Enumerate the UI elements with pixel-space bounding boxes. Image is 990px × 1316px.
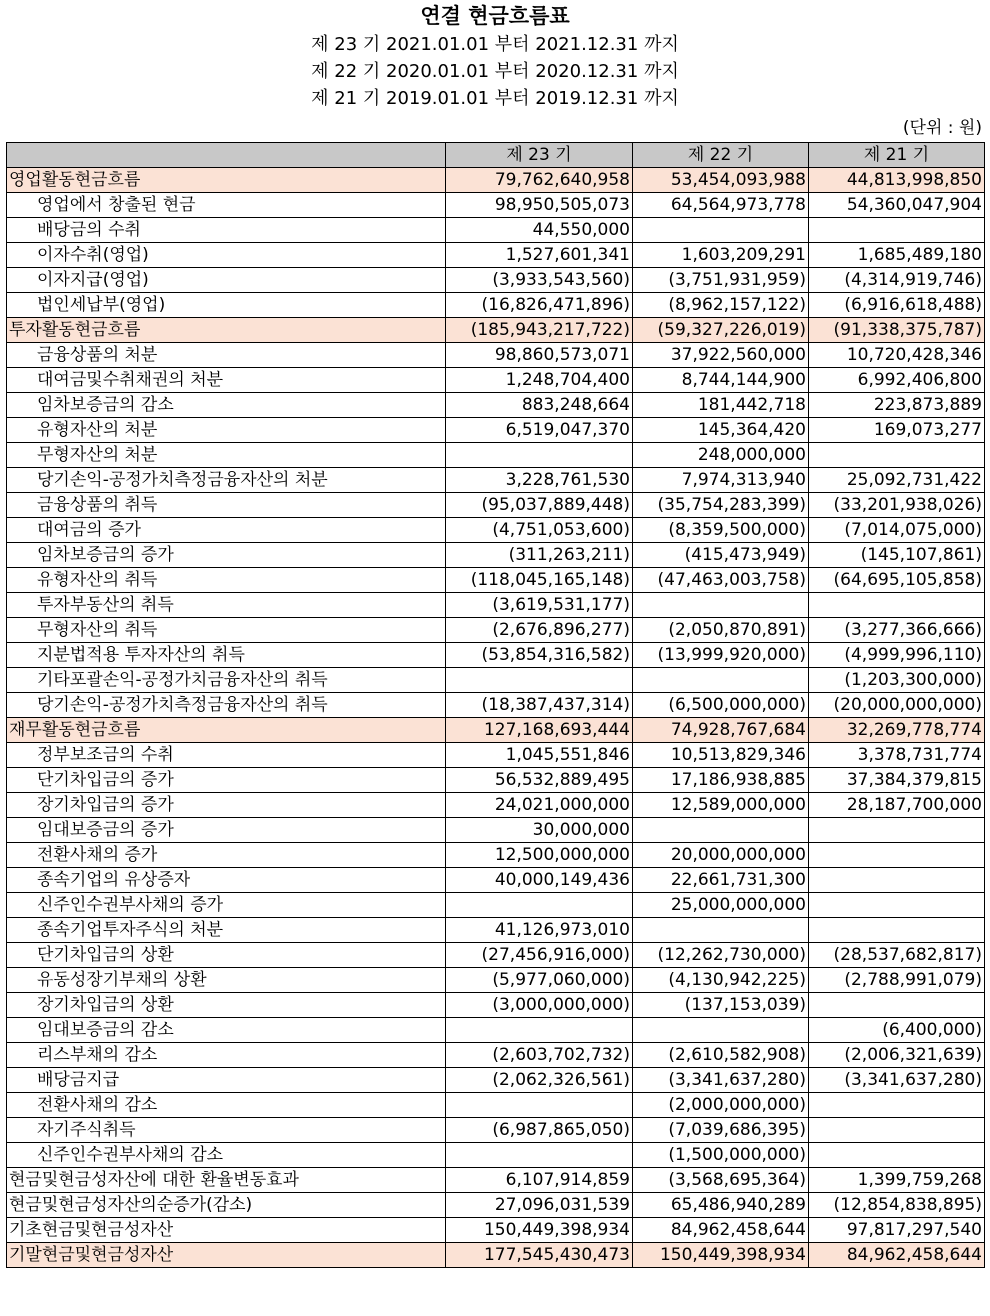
value-period-22: (137,153,039) — [633, 993, 809, 1018]
value-period-21: (3,277,366,666) — [809, 618, 985, 643]
value-period-22: 150,449,398,934 — [633, 1243, 809, 1268]
value-period-23: 127,168,693,444 — [446, 718, 633, 743]
row-label: 종속기업의 유상증자 — [7, 868, 446, 893]
table-row — [7, 1143, 985, 1168]
value-period-21 — [809, 843, 985, 868]
value-period-23: (2,603,702,732) — [446, 1043, 633, 1068]
value-period-21: (6,400,000) — [809, 1018, 985, 1043]
value-period-21 — [809, 993, 985, 1018]
value-period-22: 12,589,000,000 — [633, 793, 809, 818]
value-period-21 — [809, 218, 985, 243]
value-period-22: 53,454,093,988 — [633, 168, 809, 193]
value-period-21: 84,962,458,644 — [809, 1243, 985, 1268]
value-period-22: (4,130,942,225) — [633, 968, 809, 993]
row-label: 장기차입금의 상환 — [7, 993, 446, 1018]
table-row — [7, 1193, 985, 1218]
value-period-23: 1,527,601,341 — [446, 243, 633, 268]
value-period-23: (5,977,060,000) — [446, 968, 633, 993]
value-period-21: 32,269,778,774 — [809, 718, 985, 743]
row-label: 유형자산의 처분 — [7, 418, 446, 443]
value-period-21: 3,378,731,774 — [809, 743, 985, 768]
table-row — [7, 843, 985, 868]
table-row — [7, 293, 985, 318]
value-period-23: 883,248,664 — [446, 393, 633, 418]
row-label: 영업활동현금흐름 — [7, 168, 446, 193]
row-label: 기말현금및현금성자산 — [7, 1243, 446, 1268]
value-period-22: 22,661,731,300 — [633, 868, 809, 893]
value-period-23: (4,751,053,600) — [446, 518, 633, 543]
value-period-21: (1,203,300,000) — [809, 668, 985, 693]
value-period-22 — [633, 218, 809, 243]
value-period-21: (28,537,682,817) — [809, 943, 985, 968]
row-label: 신주인수권부사채의 감소 — [7, 1143, 446, 1168]
table-row — [7, 818, 985, 843]
row-label: 임대보증금의 감소 — [7, 1018, 446, 1043]
row-label: 이자지급(영업) — [7, 268, 446, 293]
value-period-22 — [633, 668, 809, 693]
table-row — [7, 943, 985, 968]
value-period-23: (18,387,437,314) — [446, 693, 633, 718]
value-period-21 — [809, 893, 985, 918]
value-period-23: 1,045,551,846 — [446, 743, 633, 768]
value-period-22: 64,564,973,778 — [633, 193, 809, 218]
value-period-22 — [633, 1018, 809, 1043]
header-period-23: 제 23 기 — [446, 143, 633, 168]
value-period-23: (16,826,471,896) — [446, 293, 633, 318]
value-period-23: (2,062,326,561) — [446, 1068, 633, 1093]
row-label: 법인세납부(영업) — [7, 293, 446, 318]
value-period-22: 10,513,829,346 — [633, 743, 809, 768]
value-period-22: (35,754,283,399) — [633, 493, 809, 518]
value-period-22: (8,962,157,122) — [633, 293, 809, 318]
value-period-21: 54,360,047,904 — [809, 193, 985, 218]
table-row — [7, 1068, 985, 1093]
row-label: 금융상품의 취득 — [7, 493, 446, 518]
table-row — [7, 518, 985, 543]
value-period-22 — [633, 593, 809, 618]
value-period-22: 84,962,458,644 — [633, 1218, 809, 1243]
value-period-23: 56,532,889,495 — [446, 768, 633, 793]
value-period-21: (7,014,075,000) — [809, 518, 985, 543]
row-label: 기타포괄손익-공정가치금융자산의 취득 — [7, 668, 446, 693]
table-row — [7, 968, 985, 993]
header-account — [7, 143, 446, 168]
value-period-22: 7,974,313,940 — [633, 468, 809, 493]
table-row — [7, 1218, 985, 1243]
value-period-22: 74,928,767,684 — [633, 718, 809, 743]
value-period-21 — [809, 1093, 985, 1118]
row-label: 전환사채의 증가 — [7, 843, 446, 868]
value-period-21: 10,720,428,346 — [809, 343, 985, 368]
row-label: 단기차입금의 증가 — [7, 768, 446, 793]
value-period-22: (3,568,695,364) — [633, 1168, 809, 1193]
row-label: 리스부채의 감소 — [7, 1043, 446, 1068]
value-period-21: (64,695,105,858) — [809, 568, 985, 593]
value-period-23: 30,000,000 — [446, 818, 633, 843]
value-period-23: (185,943,217,722) — [446, 318, 633, 343]
value-period-22: (2,000,000,000) — [633, 1093, 809, 1118]
table-row — [7, 1118, 985, 1143]
table-row — [7, 668, 985, 693]
value-period-22: (2,050,870,891) — [633, 618, 809, 643]
row-label: 무형자산의 처분 — [7, 443, 446, 468]
row-label: 자기주식취득 — [7, 1118, 446, 1143]
table-row — [7, 343, 985, 368]
table-row — [7, 418, 985, 443]
row-label: 투자활동현금흐름 — [7, 318, 446, 343]
table-row — [7, 268, 985, 293]
value-period-22: (7,039,686,395) — [633, 1118, 809, 1143]
value-period-21 — [809, 818, 985, 843]
table-row — [7, 543, 985, 568]
value-period-23: 6,519,047,370 — [446, 418, 633, 443]
value-period-22: (415,473,949) — [633, 543, 809, 568]
period-line-23: 제 23 기 2021.01.01 부터 2021.12.31 까지 — [311, 34, 679, 55]
value-period-21: (20,000,000,000) — [809, 693, 985, 718]
value-period-22: 20,000,000,000 — [633, 843, 809, 868]
row-label: 현금및현금성자산에 대한 환율변동효과 — [7, 1168, 446, 1193]
table-row — [7, 368, 985, 393]
period-line-22: 제 22 기 2020.01.01 부터 2020.12.31 까지 — [311, 61, 679, 82]
value-period-22: 8,744,144,900 — [633, 368, 809, 393]
value-period-23: (3,933,543,560) — [446, 268, 633, 293]
value-period-21: 25,092,731,422 — [809, 468, 985, 493]
row-label: 금융상품의 처분 — [7, 343, 446, 368]
cash-flow-table — [6, 142, 985, 1268]
value-period-23 — [446, 668, 633, 693]
value-period-21: (4,999,996,110) — [809, 643, 985, 668]
table-row — [7, 868, 985, 893]
value-period-23: 79,762,640,958 — [446, 168, 633, 193]
row-label: 이자수취(영업) — [7, 243, 446, 268]
value-period-23 — [446, 1143, 633, 1168]
value-period-23: 44,550,000 — [446, 218, 633, 243]
value-period-23: 24,021,000,000 — [446, 793, 633, 818]
row-label: 배당금의 수취 — [7, 218, 446, 243]
row-label: 대여금및수취채권의 처분 — [7, 368, 446, 393]
table-row — [7, 393, 985, 418]
value-period-23: (53,854,316,582) — [446, 643, 633, 668]
table-row — [7, 568, 985, 593]
value-period-21 — [809, 443, 985, 468]
value-period-21: 37,384,379,815 — [809, 768, 985, 793]
table-row — [7, 768, 985, 793]
table-row — [7, 1243, 985, 1268]
value-period-21: 44,813,998,850 — [809, 168, 985, 193]
value-period-22: 145,364,420 — [633, 418, 809, 443]
value-period-22: 65,486,940,289 — [633, 1193, 809, 1218]
table-row — [7, 443, 985, 468]
value-period-23: 41,126,973,010 — [446, 918, 633, 943]
row-label: 전환사채의 감소 — [7, 1093, 446, 1118]
value-period-21: 223,873,889 — [809, 393, 985, 418]
table-row — [7, 1093, 985, 1118]
value-period-22: 25,000,000,000 — [633, 893, 809, 918]
table-row — [7, 643, 985, 668]
value-period-23: 98,950,505,073 — [446, 193, 633, 218]
value-period-22: (6,500,000,000) — [633, 693, 809, 718]
value-period-21: 6,992,406,800 — [809, 368, 985, 393]
value-period-23: 1,248,704,400 — [446, 368, 633, 393]
table-row — [7, 193, 985, 218]
row-label: 지분법적용 투자자산의 취득 — [7, 643, 446, 668]
value-period-21: (91,338,375,787) — [809, 318, 985, 343]
table-row — [7, 918, 985, 943]
value-period-21: 28,187,700,000 — [809, 793, 985, 818]
value-period-22: 37,922,560,000 — [633, 343, 809, 368]
row-label: 무형자산의 취득 — [7, 618, 446, 643]
value-period-23: (118,045,165,148) — [446, 568, 633, 593]
table-row — [7, 493, 985, 518]
table-row — [7, 743, 985, 768]
table-row — [7, 593, 985, 618]
table-row — [7, 318, 985, 343]
value-period-21: 169,073,277 — [809, 418, 985, 443]
value-period-23: (3,619,531,177) — [446, 593, 633, 618]
value-period-22: 17,186,938,885 — [633, 768, 809, 793]
value-period-21 — [809, 1143, 985, 1168]
row-label: 대여금의 증가 — [7, 518, 446, 543]
table-row — [7, 1043, 985, 1068]
table-row — [7, 993, 985, 1018]
value-period-21: (4,314,919,746) — [809, 268, 985, 293]
table-row — [7, 468, 985, 493]
value-period-22: (59,327,226,019) — [633, 318, 809, 343]
row-label: 영업에서 창출된 현금 — [7, 193, 446, 218]
row-label: 기초현금및현금성자산 — [7, 1218, 446, 1243]
row-label: 당기손익-공정가치측정금융자산의 취득 — [7, 693, 446, 718]
row-label: 투자부동산의 취득 — [7, 593, 446, 618]
row-label: 유형자산의 취득 — [7, 568, 446, 593]
value-period-23: (2,676,896,277) — [446, 618, 633, 643]
value-period-21: (12,854,838,895) — [809, 1193, 985, 1218]
row-label: 신주인수권부사채의 증가 — [7, 893, 446, 918]
row-label: 장기차입금의 증가 — [7, 793, 446, 818]
value-period-23: 6,107,914,859 — [446, 1168, 633, 1193]
value-period-23 — [446, 443, 633, 468]
row-label: 임차보증금의 감소 — [7, 393, 446, 418]
value-period-23: 150,449,398,934 — [446, 1218, 633, 1243]
row-label: 유동성장기부채의 상환 — [7, 968, 446, 993]
value-period-21: 1,399,759,268 — [809, 1168, 985, 1193]
value-period-21 — [809, 918, 985, 943]
value-period-23: (3,000,000,000) — [446, 993, 633, 1018]
row-label: 재무활동현금흐름 — [7, 718, 446, 743]
table-row — [7, 218, 985, 243]
header-period-22: 제 22 기 — [633, 143, 809, 168]
value-period-23: (311,263,211) — [446, 543, 633, 568]
value-period-21: 1,685,489,180 — [809, 243, 985, 268]
statement-title: 연결 현금흐름표 — [420, 4, 570, 28]
value-period-22: (3,751,931,959) — [633, 268, 809, 293]
value-period-23 — [446, 893, 633, 918]
table-row — [7, 168, 985, 193]
value-period-23: 98,860,573,071 — [446, 343, 633, 368]
value-period-22: (2,610,582,908) — [633, 1043, 809, 1068]
table-header-row — [7, 143, 985, 168]
value-period-21: 97,817,297,540 — [809, 1218, 985, 1243]
value-period-22: 1,603,209,291 — [633, 243, 809, 268]
row-label: 당기손익-공정가치측정금융자산의 처분 — [7, 468, 446, 493]
value-period-22 — [633, 918, 809, 943]
value-period-21: (2,788,991,079) — [809, 968, 985, 993]
value-period-21 — [809, 593, 985, 618]
table-row — [7, 693, 985, 718]
row-label: 단기차입금의 상환 — [7, 943, 446, 968]
table-row — [7, 718, 985, 743]
value-period-23 — [446, 1018, 633, 1043]
value-period-23: 177,545,430,473 — [446, 1243, 633, 1268]
value-period-21: (6,916,618,488) — [809, 293, 985, 318]
value-period-23: (6,987,865,050) — [446, 1118, 633, 1143]
value-period-23: 12,500,000,000 — [446, 843, 633, 868]
value-period-22: (12,262,730,000) — [633, 943, 809, 968]
value-period-22: (3,341,637,280) — [633, 1068, 809, 1093]
value-period-23: 40,000,149,436 — [446, 868, 633, 893]
row-label: 배당금지급 — [7, 1068, 446, 1093]
value-period-22: (13,999,920,000) — [633, 643, 809, 668]
row-label: 종속기업투자주식의 처분 — [7, 918, 446, 943]
value-period-21: (145,107,861) — [809, 543, 985, 568]
value-period-21 — [809, 1118, 985, 1143]
row-label: 정부보조금의 수취 — [7, 743, 446, 768]
unit-label: (단위 : 원) — [902, 118, 982, 138]
value-period-23: (27,456,916,000) — [446, 943, 633, 968]
row-label: 임대보증금의 증가 — [7, 818, 446, 843]
period-line-21: 제 21 기 2019.01.01 부터 2019.12.31 까지 — [311, 88, 679, 109]
row-label: 임차보증금의 증가 — [7, 543, 446, 568]
value-period-23: 3,228,761,530 — [446, 468, 633, 493]
value-period-22: (8,359,500,000) — [633, 518, 809, 543]
value-period-22: (1,500,000,000) — [633, 1143, 809, 1168]
table-row — [7, 893, 985, 918]
header-period-21: 제 21 기 — [809, 143, 985, 168]
value-period-21: (2,006,321,639) — [809, 1043, 985, 1068]
value-period-23 — [446, 1093, 633, 1118]
row-label: 현금및현금성자산의순증가(감소) — [7, 1193, 446, 1218]
value-period-22: 248,000,000 — [633, 443, 809, 468]
table-row — [7, 793, 985, 818]
value-period-21: (33,201,938,026) — [809, 493, 985, 518]
value-period-22: 181,442,718 — [633, 393, 809, 418]
table-body — [7, 168, 985, 1268]
value-period-21: (3,341,637,280) — [809, 1068, 985, 1093]
value-period-23: (95,037,889,448) — [446, 493, 633, 518]
table-row — [7, 618, 985, 643]
table-row — [7, 1168, 985, 1193]
table-row — [7, 1018, 985, 1043]
value-period-21 — [809, 868, 985, 893]
value-period-22: (47,463,003,758) — [633, 568, 809, 593]
value-period-22 — [633, 818, 809, 843]
value-period-23: 27,096,031,539 — [446, 1193, 633, 1218]
table-row — [7, 243, 985, 268]
